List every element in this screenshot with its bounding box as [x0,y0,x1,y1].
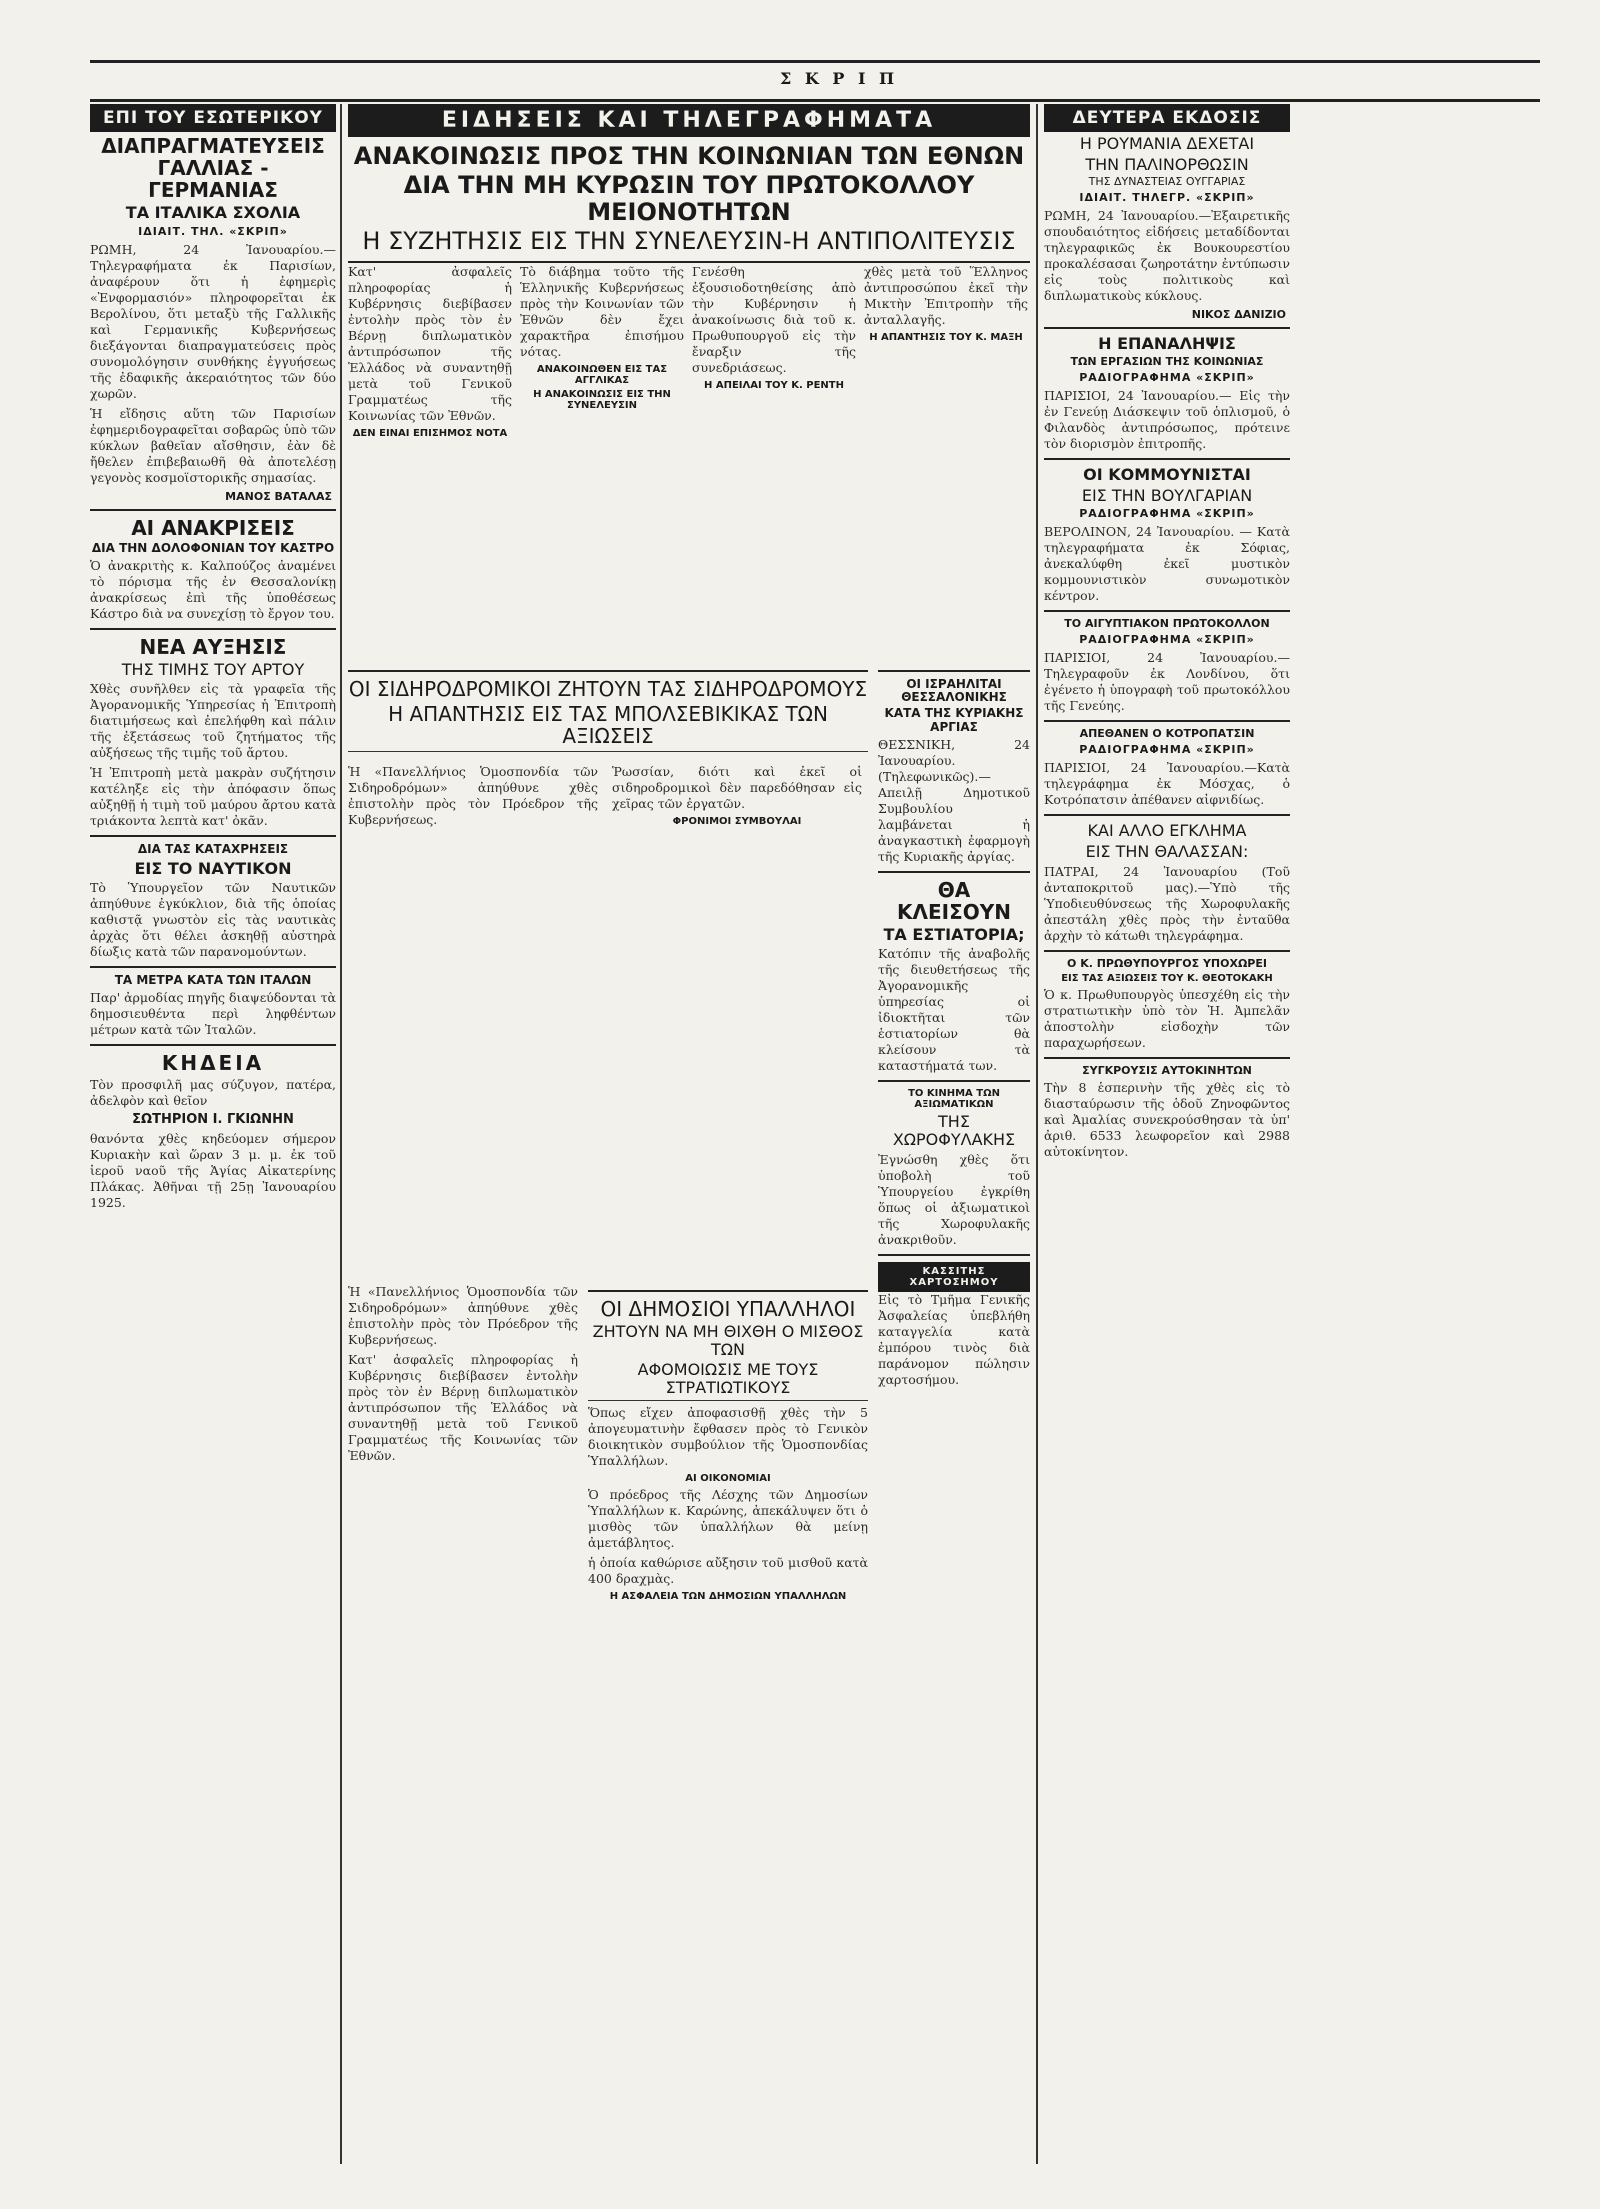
article-text: Ἐγνώσθη χθὲς ὅτι ὑποβολὴ τοῦ Ὑπουργείου ἐγκρίθη ὅπως οἱ ἀξιωματικοὶ τῆς Χωροφυλακῆς ἀνακριθοῦν. [878,1151,1030,1247]
right-column [1044,104,1290,2164]
article-text: Τὸ Ὑπουργεῖον τῶν Ναυτικῶν ἀπηύθυνε ἐγκύκλιον, διὰ τῆς ὁποίας καθιστᾷ γνωστὸν εἰς τὰς ναυτικὰς ἀρχὰς ὅτι θέλει ἀσκηθῇ αὐστηρὰ δίωξις κατὰ τῶν παρανομούντων. [90,880,336,960]
article-text: ἡ ὁποία καθώρισε αὔξησιν τοῦ μισθοῦ κατὰ 400 δραχμὰς. [588,1555,868,1587]
divider [588,1400,868,1401]
article-text: Ἡ Ἐπιτροπὴ μετὰ μακρὰν συζήτησιν κατέληξε εἰς τὴν ἀπόφασιν ὅπως αὐξηθῇ ἡ τιμὴ τοῦ μαύρου ἄρτου κατὰ τριάκοντα λεπτὰ κατ' ὀκᾶν. [90,765,336,829]
headline: ΟΙ ΔΗΜΟΣΙΟΙ ΥΠΑΛΛΗΛΟΙ [600,1297,856,1321]
article-text: Ὅπως εἴχεν ἀποφασισθῇ χθὲς τὴν 5 ἀπογευματινὴν ἔφθασεν πρὸς τὸ Γενικὸν διοικητικὸν συμβούλιον τῆς Ὁμοσπονδίας Ὑπαλλήλων. [588,1405,868,1469]
headline: ΤΟ ΚΙΝΗΜΑ ΤΩΝ ΑΞΙΩΜΑΤΙΚΩΝ [908,1088,1000,1111]
headline: ΚΗΔΕΙΑ [161,1051,265,1076]
headline: ΟΙ ΙΣΡΑΗΛΙΤΑΙ ΘΕΣΣΑΛΟΝΙΚΗΣ [901,677,1007,705]
subheadline: ΔΕΝ ΕΙΝΑΙ ΕΠΙΣΗΜΟΣ ΝΟΤΑ [352,428,508,439]
divider [878,1080,1030,1082]
subheadline: Η ΑΝΑΚΟΙΝΩΣΙΣ ΕΙΣ ΤΗΝ ΣΥΝΕΛΕΥΣΙΝ [533,389,671,411]
article-text: Ὁ πρόεδρος τῆς Λέσχης τῶν Δημοσίων Ὑπαλλήλων κ. Καρώνης, ἀπεκάλυψεν ὅτι ὁ μισθὸς τῶν ὑπαλλήλων θὰ μείνῃ ἀμετάβλητος. [588,1487,868,1551]
headline: ΟΙ ΣΙΔΗΡΟΔΡΟΜΙΚΟΙ ΖΗΤΟΥΝ ΤΑΣ ΣΙΔΗΡΟΔΡΟΜΟΥΣ [348,677,868,701]
article-text: Χθὲς συνῆλθεν εἰς τὰ γραφεῖα τῆς Ἀγορανομικῆς Ὑπηρεσίας ἡ Ἐπιτροπὴ διατιμήσεως καὶ ἐπελήφθη καὶ πάλιν τῆς ἐξετάσεως τοῦ ζητήματος τῆς αὐξήσεως τῆς τιμῆς τοῦ ἄρτου. [90,681,336,761]
divider [90,628,336,630]
article-text: ΠΑΡΙΣΙΟΙ, 24 Ἰανουαρίου.— Εἰς τὴν ἐν Γενεύῃ Διάσκεψιν τοῦ ὁπλισμοῦ, ὁ Φιλανδὸς ἀντιπρόσωπος, πρότεινε τὸν διορισμὸν ἐπιτροπῆς. [1044,387,1290,451]
divider [1044,458,1290,460]
article-text: Τὸ διάβημα τοῦτο τῆς Ἑλληνικῆς Κυβερνήσεως πρὸς τὴν Κοινωνίαν τῶν Ἐθνῶν δὲν ἔχει χαρακτῆρα ἐπισήμου νότας. [520,264,684,359]
dateline-source: ΡΑΔΙΟΓΡΑΦΗΜΑ «ΣΚΡΙΠ» [1079,633,1255,647]
article-text: Παρ' ἀρμοδίας πηγῆς διαψεύδονται τὰ δημοσιευθέντα περὶ ληφθέντων μέτρων κατὰ τῶν Ἰταλῶν. [90,990,336,1038]
article-text: Κατόπιν τῆς ἀναβολῆς τῆς διευθετήσεως τῆς Ἀγορανομικῆς ὑπηρεσίας οἱ ἰδιοκτῆται τῶν ἑστιατορίων θὰ κλείσουν τὰ καταστήματά των. [878,946,1030,1074]
divider [348,751,868,752]
divider [878,871,1030,873]
article-text: Κατ' ἀσφαλεῖς πληροφορίας ἡ Κυβέρνησις διεβίβασεν ἐντολὴν πρὸς τὸν ἐν Βέρνῃ διπλωματικὸν ἀντιπρόσωπον τῆς Ἑλλάδος νὰ συναντηθῇ μετὰ τοῦ Γενικοῦ Γραμματέως τῆς Κοινωνίας τῶν Ἐθνῶν. [348,264,512,423]
subheadline: ΤΩΝ ΕΡΓΑΣΙΩΝ ΤΗΣ ΚΟΙΝΩΝΙΑΣ [1070,354,1264,368]
headline: Η ΣΥΖΗΤΗΣΙΣ ΕΙΣ ΤΗΝ ΣΥΝΕΛΕΥΣΙΝ-Η ΑΝΤΙΠΟΛΙΤΕΥΣΙΣ [362,227,1016,256]
masthead-title: Σ Κ Ρ Ι Π [780,69,899,88]
article-text: ΒΕΡΟΛΙΝΟΝ, 24 Ἰανουαρίου. — Κατὰ τηλεγραφήματα ἐκ Σόφιας, ἀνεκαλύφθη ἐκεῖ μυστικὸν κομμουνιστικὸν συνωμοτικὸν κέντρον. [1044,524,1290,604]
subheadline: ΑΙ ΟΙΚΟΝΟΜΙΑΙ [685,1473,771,1485]
railway-story [348,664,868,1224]
article-text: Κατ' ἀσφαλεῖς πληροφορίας ἡ Κυβέρνησις διεβίβασεν ἐντολὴν πρὸς τὸν ἐν Βέρνῃ διπλωματικὸν ἀντιπρόσωπον τῆς Ἑλλάδος νὰ συναντηθῇ μετὰ τοῦ Γενικοῦ Γραμματέως τῆς Κοινωνίας τῶν Ἐθνῶν. [348,1352,578,1463]
subheadline: ΕΙΣ ΤΟ ΝΑΥΤΙΚΟΝ [134,858,292,878]
article-text: ΠΑΡΙΣΙΟΙ, 24 Ἰανουαρίου.—Κατὰ τηλεγράφημα ἐκ Μόσχας, ὁ Κοτρόπατσιν ἀπέθανεν αἰφνιδίως. [1044,760,1290,808]
subheadline: ΑΝΑΚΟΙΝΩΘΕΝ ΕΙΣ ΤΑΣ ΑΓΓΛΙΚΑΣ [536,364,668,386]
headline: ΣΥΓΚΡΟΥΣΙΣ ΑΥΤΟΚΙΝΗΤΩΝ [1082,1063,1252,1077]
dateline-source: ΡΑΔΙΟΓΡΑΦΗΜΑ «ΣΚΡΙΠ» [1079,507,1255,521]
article-column [520,264,684,644]
subheadline: ΤΑ ΕΣΤΙΑΤΟΡΙΑ; [883,924,1025,944]
headline: ΤΑ ΙΤΑΛΙΚΑ ΣΧΟΛΙΑ [125,203,301,222]
article-text: χθὲς μετὰ τοῦ Ἕλληνος ἀντιπροσώπου ἐκεῖ τὴν Μικτὴν Ἐπιτροπὴν τῆς ἀνταλλαγῆς. [864,264,1028,327]
civil-servants-story [588,1284,868,2144]
headline: ΟΙ ΚΟΜΜΟΥΝΙΣΤΑΙ [1083,464,1251,484]
headline: Η ΡΟΥΜΑΝΙΑ ΔΕΧΕΤΑΙ [1079,134,1255,153]
article-text: Ἡ εἴδησις αὕτη τῶν Παρισίων ἐφημεριδογραφεῖται σοβαρῶς ὑπὸ τῶν κύκλων βαθεῖαν αἴσθησιν, ἐὰν δὲ ἤθελεν ἐπιβεβαιωθῆ θὰ ἀποτελέσῃ γεγονὸς κοσμοϊστορικῆς σημασίας. [90,405,336,485]
article-column [348,264,512,644]
section-banner: ΚΑΣΣΙΤΗΣ ΧΑΡΤΟΣΗΜΟΥ [878,1262,1030,1292]
subheadline: ΕΙΣ ΤΑΣ ΑΞΙΩΣΕΙΣ ΤΟΥ Κ. ΘΕΟΤΟΚΑΚΗ [1061,972,1273,984]
article-text: ΘΕΣΣΝΙΚΗ, 24 Ἰανουαρίου. (Τηλεφωνικῶς).—Απειλῇ Δημοτικοῦ Συμβουλίου λαμβάνεται ἡ ἀναγκαστικὴ ἐφαρμογὴ τῆς Κυριακῆς ἀργίας. [878,736,1030,864]
dateline-source: ΙΔΙΑΙΤ. ΤΗΛ. «ΣΚΡΙΠ» [138,224,288,238]
byline: ΝΙΚΟΣ ΔΑΝΙΖΙΟ [1191,308,1286,322]
headline: Ο Κ. ΠΡΩΘΥΠΟΥΡΓΟΣ ΥΠΟΧΩΡΕΙ [1067,956,1267,970]
subheadline: ΚΑΤΑ ΤΗΣ ΚΥΡΙΑΚΗΣ ΑΡΓΙΑΣ [884,706,1024,734]
headline: ΤΑ ΜΕΤΡΑ ΚΑΤΑ ΤΩΝ ΙΤΑΛΩΝ [114,973,312,988]
divider [1044,720,1290,722]
article-text: ΠΑΤΡΑΙ, 24 Ἰανουαρίου (Τοῦ ἀνταποκριτοῦ μας).—Ὑπὸ τῆς Ὑποδιευθύνσεως τῆς Χωροφυλακῆς ἀπεστάλη χθὲς πρὸς τὴν ἐνταῦθα ἀρχὴν τὸ κάτωθι τηλεγράφημα. [1044,863,1290,943]
dateline-source: ΡΑΔΙΟΓΡΑΦΗΜΑ «ΣΚΡΙΠ» [1079,370,1255,384]
divider [1044,327,1290,329]
headline: ΚΑΙ ΑΛΛΟ ΕΓΚΛΗΜΑ [1087,821,1247,841]
subheadline: ΔΙΑ ΤΗΝ ΔΟΛΟΦΟΝΙΑΝ ΤΟΥ ΚΑΣΤΡΟ [91,540,335,555]
divider [90,1044,336,1046]
headline: ΝΕΑ ΑΥΞΗΣΙΣ [139,634,287,659]
center-section [348,104,1030,1603]
section-banner: ΕΙΔΗΣΕΙΣ ΚΑΙ ΤΗΛΕΓΡΑΦΗΜΑΤΑ [348,104,1030,137]
headline: ΑΠΕΘΑΝΕΝ Ο ΚΟΤΡΟΠΑΤΣΙΝ [1079,727,1255,741]
divider [90,835,336,837]
subheadline: ΤΗΣ ΤΙΜΗΣ ΤΟΥ ΑΡΤΟΥ [121,659,305,679]
article-text: Ὁ ἀνακριτὴς κ. Καλπούζος ἀναμένει τὸ πόρισμα τῆς ἐν Θεσσαλονίκῃ ἀνακρίσεως ἐπὶ τῆς ὑποθέσεως Κάστρο διὰ να συνεχίσῃ τὸ ἔργον του. [90,557,336,621]
column-rule [1036,104,1038,2164]
divider [878,670,1030,672]
headline: Η ΕΠΑΝΑΛΗΨΙΣ [1098,334,1236,354]
headline: ΘΑ ΚΛΕΙΣΟΥΝ [897,877,1011,924]
section-banner: ΔΕΥΤΕΡΑ ΕΚΔΟΣΙΣ [1044,104,1290,132]
article-column [692,264,856,644]
divider [90,966,336,968]
article-text: Εἰς τὸ Τμῆμα Γενικῆς Ἀσφαλείας ὑπεβλήθη καταγγελία κατὰ ἐμπόρου τινὸς διὰ παράνομον πώλησιν χαρτοσήμου. [878,1291,1030,1387]
article-text: Ὁ κ. Πρωθυπουργὸς ὑπεσχέθη εἰς τὴν στρατιωτικὴν ὑπὸ τὸν Ἡ. Ἀμπελᾶν ἀποστολὴν εἰσδοχὴν τῶν παραχωρήσεων. [1044,986,1290,1050]
subheadline: ΤΗΣ ΧΩΡΟΦΥΛΑΚΗΣ [892,1112,1016,1149]
headline: ΔΙΑ ΤΗΝ ΜΗ ΚΥΡΩΣΙΝ ΤΟΥ ΠΡΩΤΟΚΟΛΛΟΥ ΜΕΙΟΝΟΤΗΤΩΝ [403,171,975,226]
divider [1044,1057,1290,1059]
headline: ΔΙΑ ΤΑΣ ΚΑΤΑΧΡΗΣΕΙΣ [137,842,289,857]
railway-continued [348,1284,578,2144]
dateline-source: ΙΔΙΑΙΤ. ΤΗΛΕΓΡ. «ΣΚΡΙΠ» [1079,191,1255,205]
subheadline: Η ΑΠΕΙΛΑΙ ΤΟΥ Κ. ΡΕΝΤΗ [704,380,844,391]
divider [1044,610,1290,612]
section-banner: ΕΠΙ ΤΟΥ ΕΣΩΤΕΡΙΚΟΥ [90,104,336,132]
headline: ΑΦΟΜΟΙΩΣΙΣ ΜΕ ΤΟΥΣ ΣΤΡΑΤΙΩΤΙΚΟΥΣ [637,1360,819,1397]
left-column [90,104,336,2164]
subheadline: ΕΙΣ ΤΗΝ ΒΟΥΛΓΑΡΙΑΝ [1081,485,1253,505]
article-text: ΠΑΡΙΣΙΟΙ, 24 Ἰανουαρίου.—Τηλεγραφοῦν ἐκ Λονδίνου, ὅτι ἐγένετο ἡ ὑπογραφὴ τοῦ πρωτοκόλλου τῆς Γενεύης. [1044,650,1290,714]
article-column [864,264,1028,644]
article-text: Ἡ «Πανελλήνιος Ὁμοσπονδία τῶν Σιδηροδρόμων» ἀπηύθυνε χθὲς ἐπιστολὴν πρὸς τὸν Πρόεδρον τῆς Κυβερνήσεως. [348,764,598,827]
headline: ΑΝΑΚΟΙΝΩΣΙΣ ΠΡΟΣ ΤΗΝ ΚΟΙΝΩΝΙΑΝ ΤΩΝ ΕΘΝΩΝ [353,142,1025,170]
newspaper-page [90,60,1540,2180]
divider [348,670,868,672]
masthead [90,60,1540,102]
dateline-source: ΡΑΔΙΟΓΡΑΦΗΜΑ «ΣΚΡΙΠ» [1079,743,1255,757]
divider [348,261,1030,263]
byline: ΜΑΝΟΣ ΒΑΤΑΛΑΣ [225,489,332,503]
subheadline: ΤΗΣ ΔΥΝΑΣΤΕΙΑΣ ΟΥΓΓΑΡΙΑΣ [1088,175,1246,189]
subheadline: ΦΡΟΝΙΜΟΙ ΣΥΜΒΟΥΛΑΙ [672,816,802,827]
headline: Η ΑΠΑΝΤΗΣΙΣ ΕΙΣ ΤΑΣ ΜΠΟΛΣΕΒΙΚΙΚΑΣ ΤΩΝ ΑΞΙΩΣΕΙΣ [388,702,828,748]
headline: ΤΟ ΑΙΓΥΠΤΙΑΚΟΝ ΠΡΩΤΟΚΟΛΛΟΝ [1064,617,1270,631]
subheadline: Η ΑΣΦΑΛΕΙΑ ΤΩΝ ΔΗΜΟΣΙΩΝ ΥΠΑΛΛΗΛΩΝ [609,1591,847,1603]
headline: ΖΗΤΟΥΝ ΝΑ ΜΗ ΘΙΧΘΗ Ο ΜΙΣΘΟΣ ΤΩΝ [592,1322,864,1359]
article-text: Ἡ «Πανελλήνιος Ὁμοσπονδία τῶν Σιδηροδρόμων» ἀπηύθυνε χθὲς ἐπιστολὴν πρὸς τὸν Πρόεδρον τῆς Κυβερνήσεως. [348,1284,578,1347]
headline: ΔΙΑΠΡΑΓΜΑΤΕΥΣΕΙΣ ΓΑΛΛΙΑΣ - ΓΕΡΜΑΝΙΑΣ [101,134,325,202]
divider [1044,950,1290,952]
headline: ΑΙ ΑΝΑΚΡΙΣΕΙΣ [131,515,295,540]
divider [878,1254,1030,1256]
article-text: Γενέσθη ἐξουσιοδοτηθείσης ἀπὸ τὴν Κυβέρνησιν ἡ ἀνακοίνωσις διὰ τοῦ κ. Πρωθυπουργοῦ εἰς τὴν ἔναρξιν τῆς συνεδριάσεως. [692,264,856,375]
article-text: ΡΩΜΗ, 24 Ἰανουαρίου.—Ἐξαιρετικῆς σπουδαιότητος εἰδήσεις μεταδίδονται τηλεγραφικῶς ἐκ Βουκουρεστίου προκαλέσασαι ζωηροτάτην ἐντύπωσιν εἰς τοὺς πολιτικοὺς καὶ διπλωματικοὺς κύκλους. [1044,208,1290,304]
subheadline: Η ΑΠΑΝΤΗΣΙΣ ΤΟΥ Κ. ΜΑΞΗ [869,332,1023,343]
divider [1044,814,1290,816]
notice-text: Τὸν προσφιλῆ μας σύζυγον, πατέρα, ἀδελφὸν καὶ θεῖον [90,1077,336,1109]
divider [588,1290,868,1292]
headline: ΤΗΝ ΠΑΛΙΝΟΡΘΩΣΙΝ [1085,154,1249,174]
article-text: Τὴν 8 ἑσπερινὴν τῆς χθὲς εἰς τὸ διασταύρωσιν τῆς ὁδοῦ Ζηνοφῶντος καὶ Ἀμαλίας συνεκρούσθησαν τὰ ὑπ' ἀριθ. 6533 λεωφορεῖον καὶ 2988 αὐτοκίνητον. [1044,1079,1290,1159]
article-text: Ῥωσσίαν, διότι καὶ ἐκεῖ οἱ σιδηροδρομικοὶ δὲν παρεδόθησαν εἰς χεῖρας τῶν ἐργατῶν. [612,764,862,811]
divider [90,509,336,511]
subheadline: ΕΙΣ ΤΗΝ ΘΑΛΑΣΣΑΝ: [1085,841,1249,861]
notice-name: ΣΩΤΗΡΙΟΝ Ι. ΓΚΙΩΝΗΝ [132,1112,294,1128]
column-rule [340,104,342,2164]
article-text: ΡΩΜΗ, 24 Ἰανουαρίου.—Τηλεγραφήματα ἐκ Παρισίων, ἀναφέρουν ὅτι ἡ ἐφημερὶς «Ἐνφορμασιόν» πληροφορεῖται ἐκ Βερολίνου, ὅτι μεταξὺ τῆς Γαλλικῆς καὶ Γερμανικῆς Κυβερνήσεως διεξάγονται διαπραγματεύσεις πρὸς συνομολόγησιν συνθήκης ἐγγυήσεως τῆς ἐδαφικῆς ἀκεραιότητος τῶν δύο χωρῶν. [90,241,336,401]
side-stories [878,664,1030,2164]
notice-text: θανόντα χθὲς κηδεύομεν σήμερον Κυριακὴν καὶ ὥραν 3 μ. μ. ἐκ τοῦ ἱεροῦ ναοῦ τῆς Ἁγίας Αἰκατερίνης Πλάκας. Ἀθῆναι τῇ 25ῃ Ἰανουαρίου 1925. [90,1130,336,1210]
